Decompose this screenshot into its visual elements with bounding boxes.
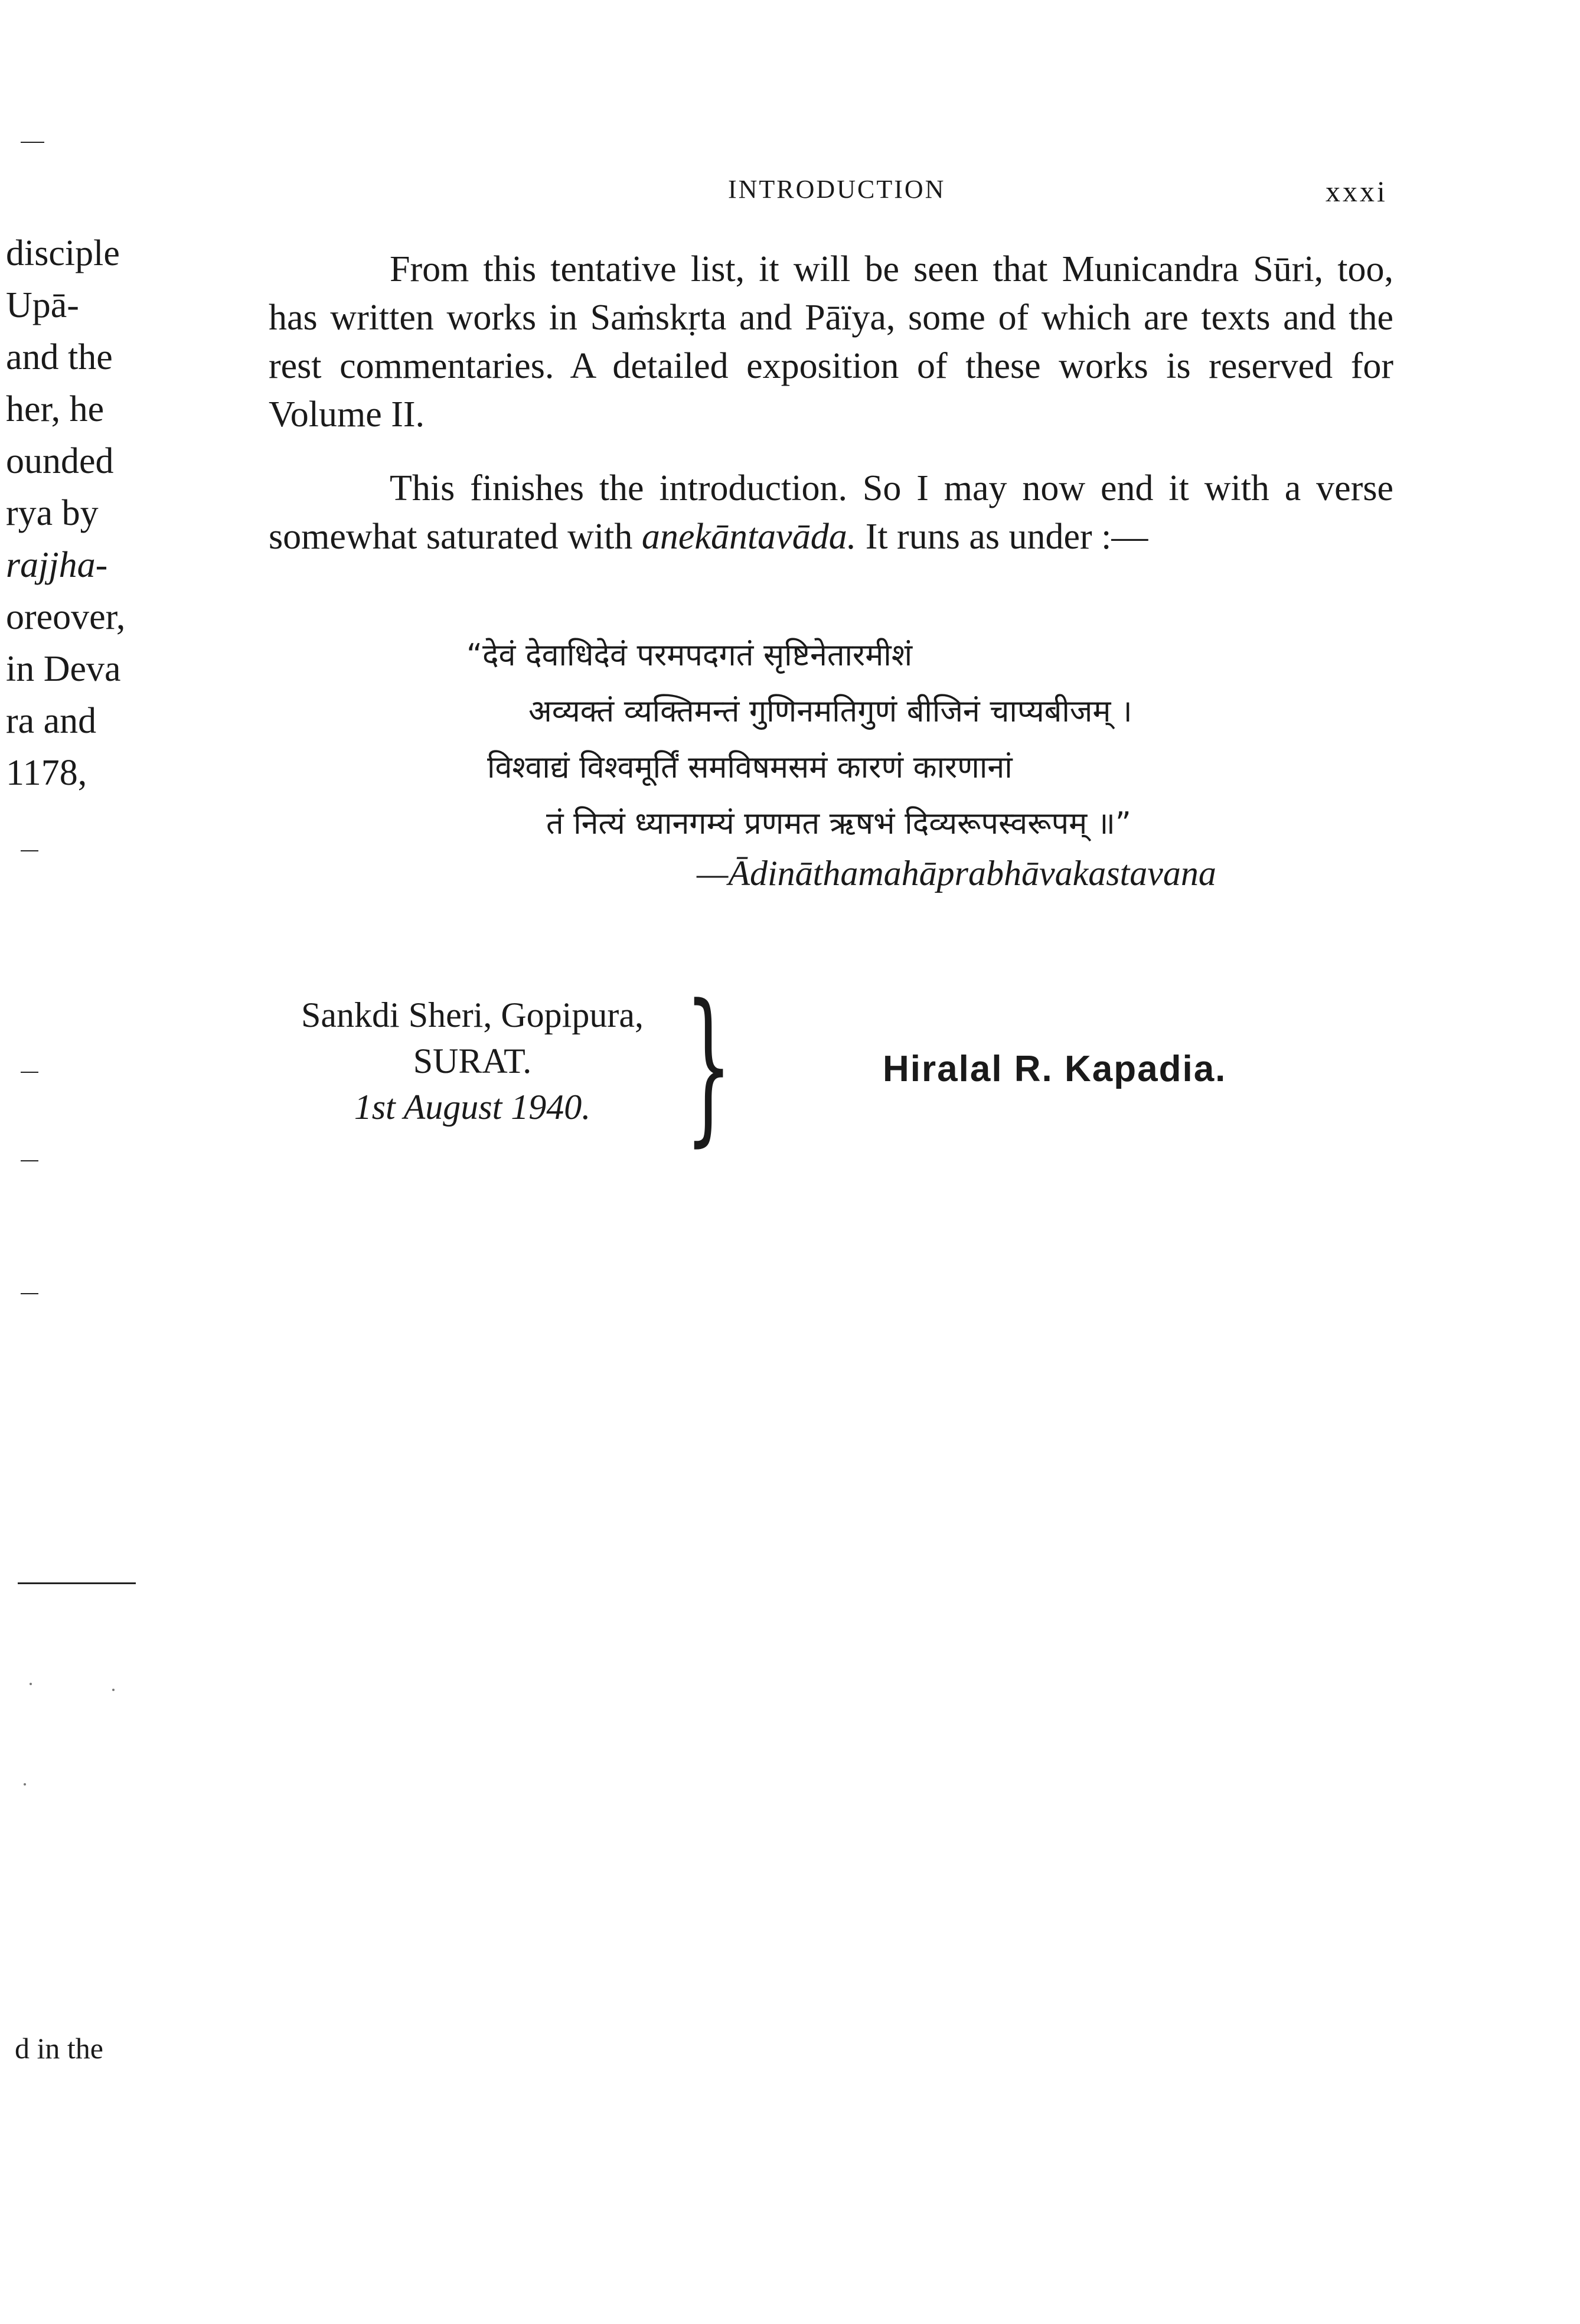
speck <box>24 1783 26 1786</box>
verse-line-2: अव्यक्तं व्यक्तिमन्तं गुणिनमतिगुणं बीजिनं चाप्यबीजम् । <box>528 694 1132 729</box>
footnote-rule <box>18 1582 136 1584</box>
brace: } <box>685 970 733 1162</box>
margin-mark <box>21 1160 38 1161</box>
verse-line-4: तं नित्यं ध्यानगम्यं प्रणमत ऋषभं दिव्यरूपस्वरूपम् ॥” <box>546 806 1131 841</box>
paragraph-1: From this tentative list, it will be seen that Municandra Sūri, too, has written works in Saṁskṛta and Pāïya, some of which are texts and the rest commentaries. A detailed exposition of these works is reserved for Volume II. <box>269 249 1393 435</box>
paragraph-2-text-end: It runs as under :— <box>856 517 1148 557</box>
fragment-line: in Deva <box>6 649 121 689</box>
margin-mark <box>21 1072 38 1073</box>
bottom-fragment: d in the <box>15 2032 103 2065</box>
fragment-line: her, he <box>6 389 105 429</box>
fragment-line: disciple <box>6 233 120 273</box>
term-anekantavada: anekāntavāda. <box>641 517 857 557</box>
fragment-line: ounded <box>6 441 114 481</box>
margin-mark <box>21 850 38 851</box>
fragment-line: ra and <box>6 701 97 741</box>
address-line-1: Sankdi Sheri, Gopipura, <box>301 995 644 1034</box>
date-line: 1st August 1940. <box>354 1088 591 1127</box>
margin-mark <box>21 1293 38 1294</box>
running-head: INTRODUCTION <box>728 175 946 204</box>
speck <box>112 1689 115 1691</box>
fragment-line: oreover, <box>6 597 126 637</box>
facing-page-fragments <box>6 227 154 799</box>
fragment-line: 1178, <box>6 753 87 793</box>
author-signature: Hiralal R. Kapadia. <box>883 1049 1227 1089</box>
page-number: xxxi <box>1326 175 1388 208</box>
fragment-line: Upā- <box>6 285 79 325</box>
margin-mark <box>21 142 44 143</box>
verse-line-1: “देवं देवाधिदेवं परमपदगतं सृष्टिनेतारमीशं <box>466 638 913 673</box>
address-block <box>260 992 685 1130</box>
fragment-line: rajjha- <box>6 545 108 585</box>
fragment-line: rya by <box>6 493 99 533</box>
address-line-2: SURAT. <box>413 1042 532 1081</box>
fragment-line: and the <box>6 337 113 377</box>
paragraph-2-text: This finishes the introduction. So I may now end it with a verse somewhat saturated with <box>269 468 1393 557</box>
speck <box>30 1683 32 1685</box>
verse-line-3: विश्वाद्यं विश्वमूर्तिं समविषमसमं कारणं कारणानां <box>487 750 1013 785</box>
paragraph-2 <box>269 464 1393 561</box>
verse-attribution: —Ādināthamahāprabhāvakastavana <box>697 854 1216 893</box>
